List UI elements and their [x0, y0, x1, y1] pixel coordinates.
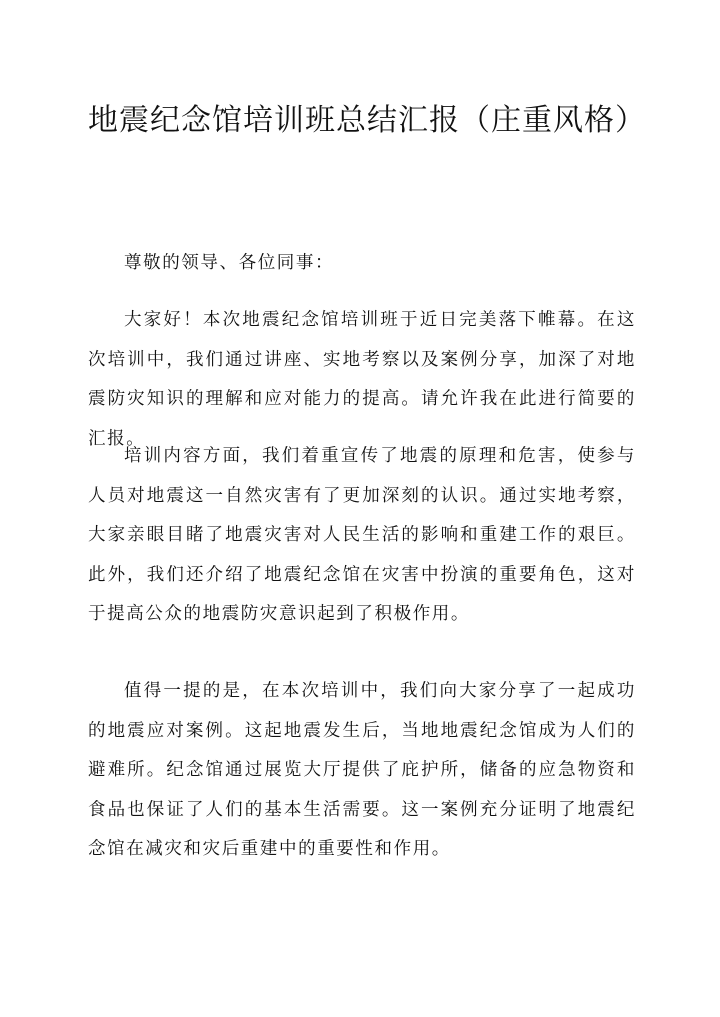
intro-paragraph: 大家好！本次地震纪念馆培训班于近日完美落下帷幕。在这次培训中，我们通过讲座、实地考察以及案例分享，加深了对地震防灾知识的理解和应对能力的提高。请允许我在此进行简要的汇报。	[88, 310, 636, 449]
salutation-paragraph: 尊敬的领导、各位同事：	[124, 253, 335, 273]
document-title: 地震纪念馆培训班总结汇报（庄重风格）	[88, 103, 646, 138]
content-paragraph: 培训内容方面，我们着重宣传了地震的原理和危害，使参与人员对地震这一自然灾害有了更加深刻的认识。通过实地考察，大家亲眼目睹了地震灾害对人民生活的影响和重建工作的艰巨。此外，我们还介绍了地震纪念馆在灾害中扮演的重要角色，这对于提高公众的地震防灾意识起到了积极作用。	[88, 446, 636, 624]
case-paragraph: 值得一提的是，在本次培训中，我们向大家分享了一起成功的地震应对案例。这起地震发生后，当地地震纪念馆成为人们的避难所。纪念馆通过展览大厅提供了庇护所，储备的应急物资和食品也保证了人们的基本生活需要。这一案例充分证明了地震纪念馆在减灾和灾后重建中的重要性和作用。	[88, 681, 636, 859]
